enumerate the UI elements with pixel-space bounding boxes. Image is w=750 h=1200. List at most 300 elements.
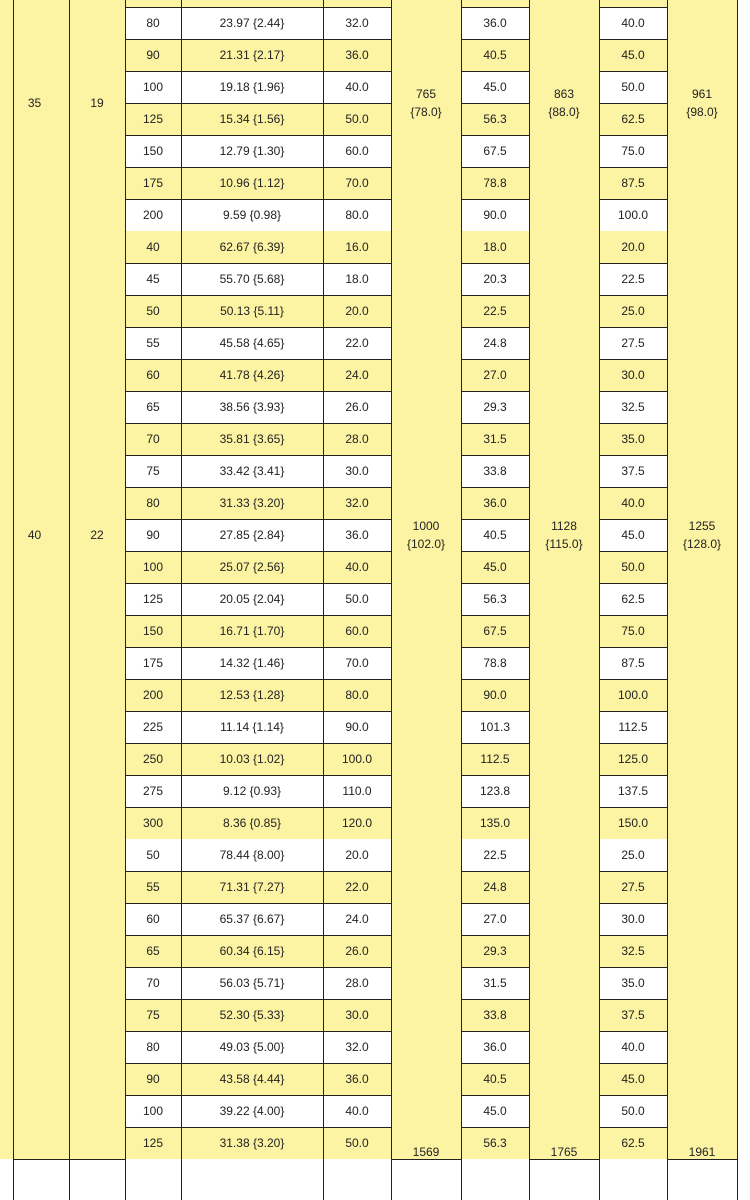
row-divider <box>461 711 529 712</box>
value-c-cell: 37.5 <box>599 999 667 1031</box>
row-divider <box>599 135 667 136</box>
value-c-cell: 20.0 <box>599 231 667 263</box>
value-a-cell: 32.0 <box>323 487 391 519</box>
row-divider <box>599 615 667 616</box>
value-a-cell: 80.0 <box>323 199 391 231</box>
group-value-2-cell-main: 1128 <box>551 519 577 533</box>
row-divider <box>461 775 529 776</box>
value-a-cell: 50.0 <box>323 583 391 615</box>
row-divider <box>125 679 391 680</box>
value-b-cell: 90.0 <box>461 199 529 231</box>
rate-cell: 78.44 {8.00} <box>181 839 323 871</box>
column-divider <box>181 0 182 1200</box>
value-c-cell: 100.0 <box>599 199 667 231</box>
value-b-cell: 20.3 <box>461 263 529 295</box>
size-cell: 50 <box>125 839 181 871</box>
value-b-cell: 27.0 <box>461 359 529 391</box>
value-a-cell: 70.0 <box>323 647 391 679</box>
value-b-cell: 67.5 <box>461 615 529 647</box>
size-cell: 65 <box>125 391 181 423</box>
value-c-cell: 45.0 <box>599 1063 667 1095</box>
value-c-cell: 50.0 <box>599 71 667 103</box>
row-divider <box>599 935 667 936</box>
group-value-1-cell-sub: {102.0} <box>406 537 446 551</box>
value-b-cell: 56.3 <box>461 103 529 135</box>
row-divider <box>125 199 391 200</box>
value-b-cell: 112.5 <box>461 743 529 775</box>
group-thread-cell <box>69 231 125 839</box>
column-divider <box>737 0 738 1200</box>
row-divider <box>461 103 529 104</box>
value-b-cell: 24.8 <box>461 871 529 903</box>
value-c-cell: 45.0 <box>599 39 667 71</box>
value-a-cell: 30.0 <box>323 455 391 487</box>
value-c-cell: 27.5 <box>599 327 667 359</box>
rate-cell: 62.67 {6.39} <box>181 231 323 263</box>
value-b-cell: 90.0 <box>461 679 529 711</box>
value-c-cell: 32.5 <box>599 391 667 423</box>
size-cell: 90 <box>125 1063 181 1095</box>
row-divider <box>125 71 391 72</box>
rate-cell: 50.13 {5.11} <box>181 295 323 327</box>
row-divider <box>599 711 667 712</box>
value-c-cell <box>599 0 667 7</box>
row-divider <box>461 871 529 872</box>
group-value-1-cell-main: 1569 <box>412 1145 440 1159</box>
column-divider <box>323 0 324 1200</box>
row-divider <box>125 903 391 904</box>
value-b-cell: 67.5 <box>461 135 529 167</box>
rate-cell: 12.79 {1.30} <box>181 135 323 167</box>
group-value-1-cell-main: 1000 <box>412 519 440 533</box>
group-diameter-cell-main: 40 <box>27 528 42 542</box>
row-divider <box>125 711 391 712</box>
row-divider <box>461 999 529 1000</box>
rate-cell: 9.12 {0.93} <box>181 775 323 807</box>
rate-cell: 49.03 {5.00} <box>181 1031 323 1063</box>
value-c-cell: 75.0 <box>599 615 667 647</box>
value-a-cell: 18.0 <box>323 263 391 295</box>
size-cell: 50 <box>125 295 181 327</box>
value-c-cell: 50.0 <box>599 1095 667 1127</box>
size-cell: 60 <box>125 903 181 935</box>
value-a-cell: 22.0 <box>323 871 391 903</box>
value-c-cell: 35.0 <box>599 967 667 999</box>
row-divider <box>461 199 529 200</box>
value-c-cell: 62.5 <box>599 1127 667 1159</box>
row-divider <box>599 103 667 104</box>
size-cell: 125 <box>125 103 181 135</box>
row-divider <box>125 167 391 168</box>
value-c-cell: 25.0 <box>599 295 667 327</box>
group-value-2-cell-sub: {115.0} <box>545 537 583 551</box>
group-value-1-cell <box>391 839 461 1159</box>
rate-cell: 10.96 {1.12} <box>181 167 323 199</box>
size-cell: 40 <box>125 231 181 263</box>
value-a-cell: 40.0 <box>323 551 391 583</box>
value-c-cell: 125.0 <box>599 743 667 775</box>
value-c-cell: 100.0 <box>599 679 667 711</box>
value-b-cell: 45.0 <box>461 1095 529 1127</box>
row-divider <box>125 807 391 808</box>
row-divider <box>461 1127 529 1128</box>
row-divider <box>599 359 667 360</box>
row-divider <box>599 167 667 168</box>
value-b-cell: 123.8 <box>461 775 529 807</box>
row-divider <box>125 743 391 744</box>
size-cell: 80 <box>125 7 181 39</box>
row-divider <box>125 103 391 104</box>
row-divider <box>125 647 391 648</box>
group-value-3-cell <box>667 0 737 231</box>
value-b-cell: 22.5 <box>461 295 529 327</box>
rate-cell: 16.71 {1.70} <box>181 615 323 647</box>
value-b-cell: 36.0 <box>461 487 529 519</box>
row-divider <box>461 71 529 72</box>
rate-cell: 52.30 {5.33} <box>181 999 323 1031</box>
value-a-cell: 100.0 <box>323 743 391 775</box>
value-c-cell: 112.5 <box>599 711 667 743</box>
rate-cell: 8.36 {0.85} <box>181 807 323 839</box>
value-a-cell <box>323 0 391 7</box>
row-divider <box>461 1095 529 1096</box>
size-cell: 100 <box>125 71 181 103</box>
size-cell: 100 <box>125 551 181 583</box>
row-divider <box>461 1031 529 1032</box>
row-divider <box>461 583 529 584</box>
value-a-cell: 36.0 <box>323 39 391 71</box>
row-divider <box>461 135 529 136</box>
row-divider <box>599 967 667 968</box>
value-a-cell: 50.0 <box>323 1127 391 1159</box>
rate-cell: 45.58 {4.65} <box>181 327 323 359</box>
value-a-cell: 22.0 <box>323 327 391 359</box>
row-divider <box>125 775 391 776</box>
size-cell: 175 <box>125 647 181 679</box>
row-divider <box>461 391 529 392</box>
partial-row-cell <box>181 1159 323 1191</box>
row-divider <box>599 1031 667 1032</box>
group-value-3-cell <box>667 231 737 839</box>
column-divider <box>69 0 70 1200</box>
row-divider <box>461 327 529 328</box>
size-cell: 200 <box>125 679 181 711</box>
row-divider <box>461 263 529 264</box>
row-divider <box>599 455 667 456</box>
row-divider <box>599 71 667 72</box>
value-c-cell: 62.5 <box>599 103 667 135</box>
row-divider <box>125 1063 391 1064</box>
rate-cell: 38.56 {3.93} <box>181 391 323 423</box>
column-divider <box>125 0 126 1200</box>
value-b-cell: 56.3 <box>461 1127 529 1159</box>
value-b-cell: 33.8 <box>461 455 529 487</box>
row-divider <box>599 647 667 648</box>
value-a-cell: 32.0 <box>323 7 391 39</box>
row-divider <box>599 807 667 808</box>
value-a-cell: 24.0 <box>323 359 391 391</box>
size-cell: 70 <box>125 423 181 455</box>
row-divider <box>125 455 391 456</box>
value-b-cell: 36.0 <box>461 1031 529 1063</box>
value-c-cell: 50.0 <box>599 551 667 583</box>
row-divider <box>461 167 529 168</box>
row-divider <box>461 487 529 488</box>
row-divider <box>125 135 391 136</box>
row-divider <box>599 1127 667 1128</box>
value-a-cell: 20.0 <box>323 839 391 871</box>
value-c-cell: 87.5 <box>599 647 667 679</box>
row-divider <box>125 263 391 264</box>
row-divider <box>461 423 529 424</box>
group-value-2-cell <box>529 231 599 839</box>
group-diameter-cell-main: 35 <box>27 96 42 110</box>
value-c-cell: 30.0 <box>599 903 667 935</box>
row-divider <box>125 871 391 872</box>
value-a-cell: 40.0 <box>323 71 391 103</box>
value-a-cell: 80.0 <box>323 679 391 711</box>
row-divider <box>461 359 529 360</box>
row-divider <box>125 1031 391 1032</box>
size-cell: 60 <box>125 359 181 391</box>
rate-cell: 41.78 {4.26} <box>181 359 323 391</box>
row-divider <box>599 551 667 552</box>
value-c-cell: 22.5 <box>599 263 667 295</box>
value-b-cell: 45.0 <box>461 71 529 103</box>
value-b-cell: 27.0 <box>461 903 529 935</box>
group-value-3-cell-sub: {128.0} <box>682 537 722 551</box>
size-cell: 100 <box>125 1095 181 1127</box>
row-divider <box>461 743 529 744</box>
value-b-cell: 101.3 <box>461 711 529 743</box>
rate-cell: 39.22 {4.00} <box>181 1095 323 1127</box>
group-value-3-cell-main: 1961 <box>688 1145 716 1159</box>
rate-cell: 55.70 {5.68} <box>181 263 323 295</box>
column-divider <box>599 0 600 1200</box>
size-cell: 90 <box>125 39 181 71</box>
row-divider <box>125 615 391 616</box>
row-divider <box>461 551 529 552</box>
rate-cell: 27.85 {2.84} <box>181 519 323 551</box>
size-cell: 250 <box>125 743 181 775</box>
value-b-cell: 22.5 <box>461 839 529 871</box>
row-divider <box>125 1127 391 1128</box>
partial-row-cell <box>461 1159 529 1191</box>
group-value-2-cell <box>529 839 599 1159</box>
value-a-cell: 36.0 <box>323 519 391 551</box>
row-divider <box>599 295 667 296</box>
row-divider <box>599 743 667 744</box>
value-a-cell: 28.0 <box>323 423 391 455</box>
group-diameter-cell <box>0 231 69 839</box>
size-cell: 45 <box>125 263 181 295</box>
value-b-cell: 36.0 <box>461 7 529 39</box>
value-a-cell: 32.0 <box>323 1031 391 1063</box>
value-a-cell: 26.0 <box>323 391 391 423</box>
value-c-cell: 150.0 <box>599 807 667 839</box>
row-divider <box>599 263 667 264</box>
partial-row-cell <box>125 1159 181 1191</box>
group-thread-cell-main: 22 <box>90 528 104 542</box>
group-value-2-cell-main: 1765 <box>550 1145 578 1159</box>
column-divider <box>13 0 14 1200</box>
size-cell: 275 <box>125 775 181 807</box>
value-c-cell: 40.0 <box>599 1031 667 1063</box>
value-c-cell: 35.0 <box>599 423 667 455</box>
value-b-cell: 31.5 <box>461 967 529 999</box>
value-c-cell: 87.5 <box>599 167 667 199</box>
row-divider <box>599 775 667 776</box>
group-diameter-cell <box>0 0 69 231</box>
size-cell: 55 <box>125 327 181 359</box>
rate-cell: 65.37 {6.67} <box>181 903 323 935</box>
size-cell: 80 <box>125 1031 181 1063</box>
rate-cell: 31.38 {3.20} <box>181 1127 323 1159</box>
row-divider <box>125 359 391 360</box>
row-divider <box>461 647 529 648</box>
group-thread-cell <box>69 0 125 231</box>
row-divider <box>461 807 529 808</box>
group-value-1-cell <box>391 231 461 839</box>
rate-cell: 14.32 {1.46} <box>181 647 323 679</box>
value-b-cell: 40.5 <box>461 39 529 71</box>
value-a-cell: 110.0 <box>323 775 391 807</box>
row-divider <box>599 1095 667 1096</box>
value-a-cell: 50.0 <box>323 103 391 135</box>
value-c-cell: 40.0 <box>599 7 667 39</box>
row-divider <box>599 583 667 584</box>
group-value-3-cell-main: 1255 <box>688 519 716 533</box>
row-divider <box>461 967 529 968</box>
row-divider <box>599 39 667 40</box>
size-cell: 80 <box>125 487 181 519</box>
value-b-cell: 24.8 <box>461 327 529 359</box>
partial-row-cell <box>323 1159 391 1191</box>
group-value-1-cell-main: 765 <box>415 87 437 101</box>
value-b-cell: 45.0 <box>461 551 529 583</box>
rate-cell: 31.33 {3.20} <box>181 487 323 519</box>
value-a-cell: 120.0 <box>323 807 391 839</box>
size-cell: 55 <box>125 871 181 903</box>
size-cell: 200 <box>125 199 181 231</box>
row-divider <box>125 1095 391 1096</box>
rate-cell <box>181 0 323 7</box>
size-cell <box>125 0 181 7</box>
size-cell: 150 <box>125 615 181 647</box>
size-cell: 65 <box>125 935 181 967</box>
rate-cell: 15.34 {1.56} <box>181 103 323 135</box>
group-value-3-cell-main: 961 <box>691 87 713 101</box>
value-b-cell: 29.3 <box>461 391 529 423</box>
value-b-cell: 33.8 <box>461 999 529 1031</box>
value-b-cell: 31.5 <box>461 423 529 455</box>
size-cell: 75 <box>125 999 181 1031</box>
value-c-cell: 25.0 <box>599 839 667 871</box>
value-b-cell: 78.8 <box>461 167 529 199</box>
value-b-cell: 78.8 <box>461 647 529 679</box>
row-divider <box>125 487 391 488</box>
group-value-3-cell <box>667 839 737 1159</box>
column-divider <box>461 0 462 1200</box>
column-divider <box>529 0 530 1200</box>
row-divider <box>125 39 391 40</box>
value-c-cell: 37.5 <box>599 455 667 487</box>
row-divider <box>461 679 529 680</box>
row-divider <box>125 551 391 552</box>
value-c-cell: 40.0 <box>599 487 667 519</box>
group-value-3-cell-sub: {98.0} <box>686 105 718 119</box>
size-cell: 300 <box>125 807 181 839</box>
row-divider <box>461 935 529 936</box>
group-value-2-cell-sub: {88.0} <box>548 105 580 119</box>
row-divider <box>461 1063 529 1064</box>
row-divider <box>599 871 667 872</box>
value-b-cell: 56.3 <box>461 583 529 615</box>
row-divider <box>125 327 391 328</box>
value-c-cell: 27.5 <box>599 871 667 903</box>
row-divider <box>461 455 529 456</box>
row-divider <box>599 679 667 680</box>
group-value-2-cell-main: 863 <box>553 87 575 101</box>
rate-cell: 11.14 {1.14} <box>181 711 323 743</box>
column-divider <box>391 0 392 1200</box>
partial-row-cell <box>599 1159 667 1191</box>
size-cell: 90 <box>125 519 181 551</box>
value-c-cell: 62.5 <box>599 583 667 615</box>
row-divider <box>599 999 667 1000</box>
row-divider <box>125 967 391 968</box>
value-a-cell: 36.0 <box>323 1063 391 1095</box>
value-a-cell: 26.0 <box>323 935 391 967</box>
value-a-cell: 20.0 <box>323 295 391 327</box>
rate-cell: 9.59 {0.98} <box>181 199 323 231</box>
value-a-cell: 16.0 <box>323 231 391 263</box>
row-divider <box>599 487 667 488</box>
rate-cell: 33.42 {3.41} <box>181 455 323 487</box>
rate-cell: 71.31 {7.27} <box>181 871 323 903</box>
value-b-cell <box>461 0 529 7</box>
row-divider <box>599 1063 667 1064</box>
group-value-2-cell <box>529 0 599 231</box>
rate-cell: 60.34 {6.15} <box>181 935 323 967</box>
row-divider <box>599 327 667 328</box>
row-divider <box>461 903 529 904</box>
value-b-cell: 29.3 <box>461 935 529 967</box>
value-b-cell: 40.5 <box>461 1063 529 1095</box>
group-thread-cell-main: 19 <box>90 96 104 110</box>
value-a-cell: 40.0 <box>323 1095 391 1127</box>
row-divider <box>461 615 529 616</box>
row-divider <box>599 903 667 904</box>
row-divider <box>461 295 529 296</box>
value-c-cell: 137.5 <box>599 775 667 807</box>
rate-cell: 20.05 {2.04} <box>181 583 323 615</box>
value-a-cell: 28.0 <box>323 967 391 999</box>
rate-cell: 10.03 {1.02} <box>181 743 323 775</box>
row-divider <box>125 295 391 296</box>
value-a-cell: 60.0 <box>323 615 391 647</box>
size-cell: 150 <box>125 135 181 167</box>
value-b-cell: 18.0 <box>461 231 529 263</box>
size-cell: 175 <box>125 167 181 199</box>
column-divider <box>667 0 668 1200</box>
row-divider <box>599 423 667 424</box>
row-divider <box>599 519 667 520</box>
row-divider <box>461 519 529 520</box>
row-divider <box>125 999 391 1000</box>
value-b-cell: 40.5 <box>461 519 529 551</box>
rate-cell: 12.53 {1.28} <box>181 679 323 711</box>
